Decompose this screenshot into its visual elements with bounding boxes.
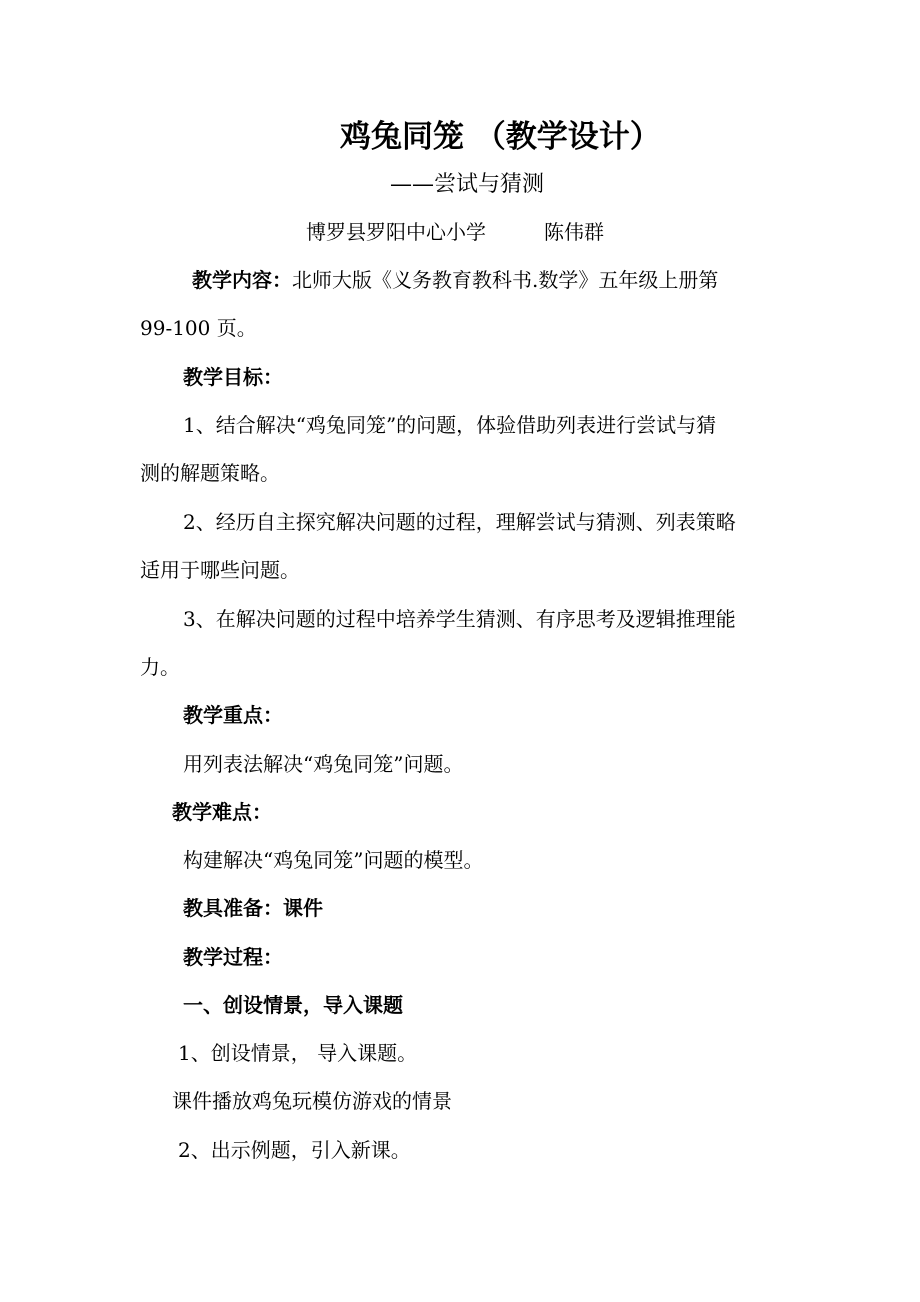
step-1: 1、创设情景， 导入课题。 xyxy=(178,1041,418,1065)
goal-3-line-1: 3、在解决问题的过程中培养学生猜测、有序思考及逻辑推理能 xyxy=(183,607,736,631)
goal-2-line-2: 适用于哪些问题。 xyxy=(140,558,300,582)
tools-line: 教具准备：课件 xyxy=(183,896,323,920)
difficulty-heading: 教学难点： xyxy=(172,800,272,824)
goal-1-line-2: 测的解题策略。 xyxy=(140,461,280,485)
difficulty-text: 构建解决“鸡兔同笼”问题的模型。 xyxy=(183,848,484,872)
document-title: 鸡兔同笼 （教学设计） xyxy=(340,119,661,155)
content-line-1 xyxy=(192,266,718,294)
school-name: 博罗县罗阳中心小学 xyxy=(306,220,486,244)
goals-heading: 教学目标： xyxy=(183,365,283,389)
document-subtitle: ——尝试与猜测 xyxy=(390,172,545,197)
section-1-heading: 一、创设情景，导入课题 xyxy=(183,993,403,1017)
goal-3-line-2: 力。 xyxy=(140,655,180,679)
content-label: 教学内容： xyxy=(192,268,292,292)
key-point-heading: 教学重点： xyxy=(183,703,283,727)
content-line-2: 99-100 页。 xyxy=(140,316,257,340)
content-text: 北师大版《义务教育教科书.数学》五年级上册第 xyxy=(292,268,719,292)
author-name: 陈伟群 xyxy=(544,220,604,244)
step-1-detail: 课件播放鸡兔玩模仿游戏的情景 xyxy=(172,1089,452,1113)
goal-1-line-1: 1、结合解决“鸡兔同笼”的问题，体验借助列表进行尝试与猜 xyxy=(183,413,717,437)
step-2: 2、出示例题，引入新课。 xyxy=(178,1138,411,1162)
key-point-text: 用列表法解决“鸡兔同笼”问题。 xyxy=(183,752,464,776)
process-heading: 教学过程： xyxy=(183,945,283,969)
goal-2-line-1: 2、经历自主探究解决问题的过程，理解尝试与猜测、列表策略 xyxy=(183,510,736,534)
